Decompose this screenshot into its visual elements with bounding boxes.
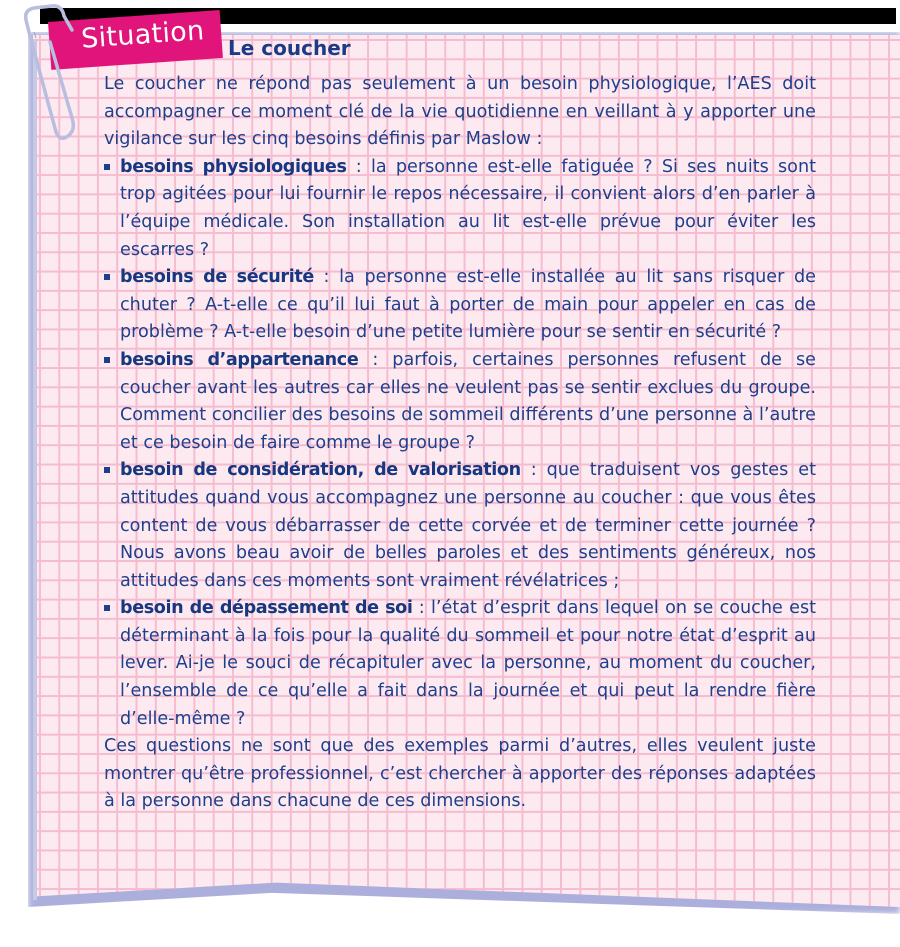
- need-term: besoins de sécurité: [120, 267, 314, 288]
- need-description: : la personne est-elle installée au lit sans risquer de chuter ? A-t-elle ce qu’il lui faut à porter de main pour appeler en cas de problème ? A-t-elle besoin d’une petite lumière pour se sentir en sécurité ?: [120, 267, 816, 343]
- section-title: Le coucher: [228, 36, 351, 60]
- document-body: [104, 71, 816, 816]
- need-description: : l’état d’esprit dans lequel on se couche est déterminant à la fois pour la qualité du sommeil et pour notre état d’esprit au lever. Ai-je le souci de récapituler avec la personne, au moment du coucher, l’ensemble de ce qu’elle a fait dans la journée et qui peut la rendre fière d’elle-même ?: [120, 598, 817, 729]
- square-bullet-icon: [104, 605, 110, 611]
- square-bullet-icon: [104, 357, 110, 363]
- need-term: besoin de dépassement de soi: [120, 598, 413, 619]
- conclusion-paragraph: Ces questions ne sont que des exemples parmi d’autres, elles veulent juste montrer qu’être professionnel, c’est chercher à apporter des réponses adaptées à la personne dans chacune de ces dimensions.: [104, 736, 816, 812]
- need-term: besoins physiologiques: [120, 156, 347, 177]
- list-item-esteem: [104, 457, 816, 595]
- situation-label-text: Situation: [80, 15, 206, 55]
- square-bullet-icon: [104, 467, 110, 473]
- square-bullet-icon: [104, 164, 110, 170]
- paper-left-edge: [33, 40, 37, 900]
- paperclip-icon: [12, 2, 92, 142]
- intro-paragraph: Le coucher ne répond pas seulement à un besoin physiologique, l’AES doit accompagner ce moment clé de la vie quotidienne en veillant à y apporter une vigilance sur les cinq besoins définis par Maslow :: [104, 74, 816, 150]
- list-item-self-actualization: [104, 595, 816, 733]
- list-item-security: [104, 264, 816, 347]
- need-term: besoin de considération, de valorisation: [120, 460, 521, 481]
- square-bullet-icon: [104, 274, 110, 280]
- need-description: : la personne est-elle fatiguée ? Si ses nuits sont trop agitées pour lui fournir le repos nécessaire, il convient alors d’en parler à l’équipe médicale. Son installation au lit est-elle prévue pour éviter les escarres ?: [120, 156, 816, 260]
- list-item-physiological: [104, 154, 816, 264]
- need-term: besoins d’appartenance: [120, 349, 359, 370]
- need-description: : que traduisent vos gestes et attitudes quand vous accompagnez une personne au coucher : que vous êtes content de vous débarrasser de cette corvée et de terminer cette journée ? Nous avons beau avoir de belles paroles et des sentiments généreux, nos attitudes dans ces moments sont vraiment révélatrices ;: [120, 460, 816, 591]
- needs-list: [104, 154, 816, 733]
- list-item-belonging: [104, 347, 816, 457]
- need-description: : parfois, certaines personnes refusent de se coucher avant les autres car elles ne veulent pas se sentir exclues du groupe. Comment concilier des besoins de sommeil différents d’une personne à l’autre et ce besoin de faire comme le groupe ?: [120, 349, 816, 453]
